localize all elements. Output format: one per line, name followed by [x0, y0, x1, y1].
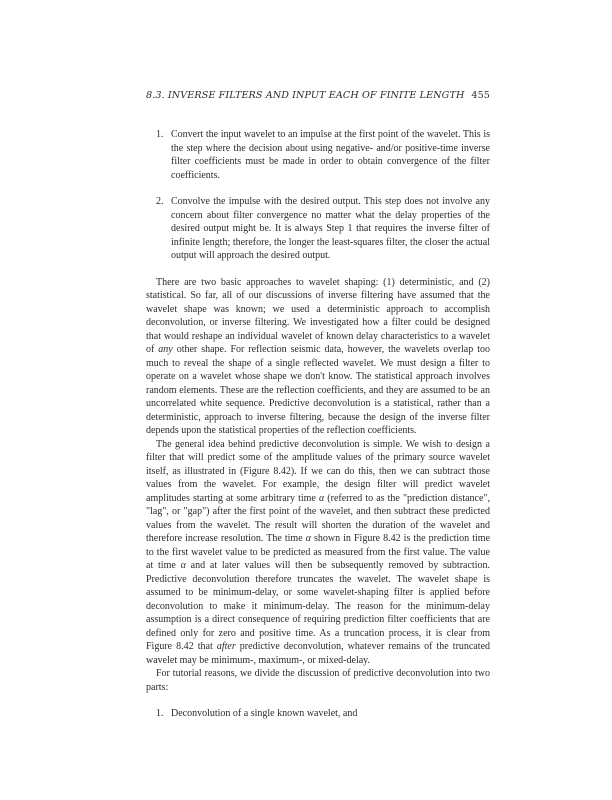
- paragraph-approaches: There are two basic approaches to wavelet shaping: (1) deterministic, and (2) statistical. So far, all of our discussions of inverse filtering have assumed that the wavelet shape was known; we used a deterministic approach to accomplish deconvolution, or inverse filtering. We investigated how a filter could be designed that would reshape an individual wavelet of known delay characteristics to a wavelet of any other shape. For reflection seismic data, however, the wavelets overlap too much to reveal the shape of a single reflected wavelet. We must design a filter to operate on a wavelet whose shape we don't know. The statistical approach involves random elements. These are the reflection coefficients, and they are assumed to be an uncorrelated white sequence. Predictive deconvolution is a statistical, rather than a deterministic, approach to inverse filtering, because the design of the inverse filter depends upon the statistical properties of the reflection coefficients.: [146, 276, 490, 436]
- section-title: 8.3. INVERSE FILTERS AND INPUT EACH OF FINITE LENGTH: [146, 90, 465, 101]
- step-number: 1.: [156, 129, 164, 140]
- paragraph-tutorial: For tutorial reasons, we divide the discussion of predictive deconvolution into two parts:: [146, 668, 490, 693]
- step-text: Convert the input wavelet to an impulse at the first point of the wavelet. This is the step where the decision about using negative- and/or positive-time inverse filter coefficients must be made in order to obtain convergence of the filter coefficients.: [171, 129, 490, 181]
- running-head: [146, 90, 490, 104]
- emphasis-any: any: [158, 344, 173, 355]
- emphasis-after: after: [216, 641, 236, 652]
- step-number: 2.: [156, 196, 164, 207]
- list-text: Deconvolution of a single known wavelet, and: [171, 708, 358, 719]
- step-item: [156, 195, 490, 263]
- step-text: Convolve the impulse with the desired output. This step does not involve any concern about filter convergence no matter what the delay properties of the desired output might be. It is always Step 1 that requires the inverse filter of infinite length; therefore, the longer the least-squares filter, the closer the actual output will approach the desired output.: [171, 196, 490, 261]
- list-number: 1.: [156, 708, 164, 719]
- page-number: 455: [471, 90, 490, 101]
- paragraph-predictive-deconvolution: The general idea behind predictive deconvolution is simple. We wish to design a filter that will predict some of the amplitude values of the primary source wavelet itself, as illustrated in (Figure 8.42). If we can do this, then we can subtract those values from the wavelet. For example, the design filter will predict wavelet amplitudes starting at some arbitrary time α (referred to as the "prediction distance", "lag", or "gap") after the first point of the wavelet, and then subtract these predicted values from the wavelet. The result will shorten the duration of the wavelet and therefore increase resolution. The time α shown in Figure 8.42 is the prediction time to the first wavelet value to be predicted as measured from the first value. The value at time α and at later values will then be subsequently removed by subtraction. Predictive deconvolution therefore truncates the wavelet. The wavelet shape is assumed to be minimum-delay, or some wavelet-shaping filter is applied before deconvolution to make it minimum-delay. The reason for the minimum-delay assumption is a direct consequence of requiring prediction filter coefficients that are defined only for zero and positive time. As a truncation process, it is clear from Figure 8.42 that after predictive deconvolution, whatever remains of the truncated wavelet may be minimum-, maximum-, or mixed-delay.: [146, 438, 491, 666]
- body-text: [146, 128, 490, 721]
- list-item: [156, 707, 490, 721]
- symbol-alpha: α: [180, 560, 186, 571]
- page: [146, 90, 490, 734]
- symbol-alpha: α: [318, 492, 325, 504]
- symbol-alpha: α: [305, 533, 311, 544]
- step-item: [156, 128, 490, 182]
